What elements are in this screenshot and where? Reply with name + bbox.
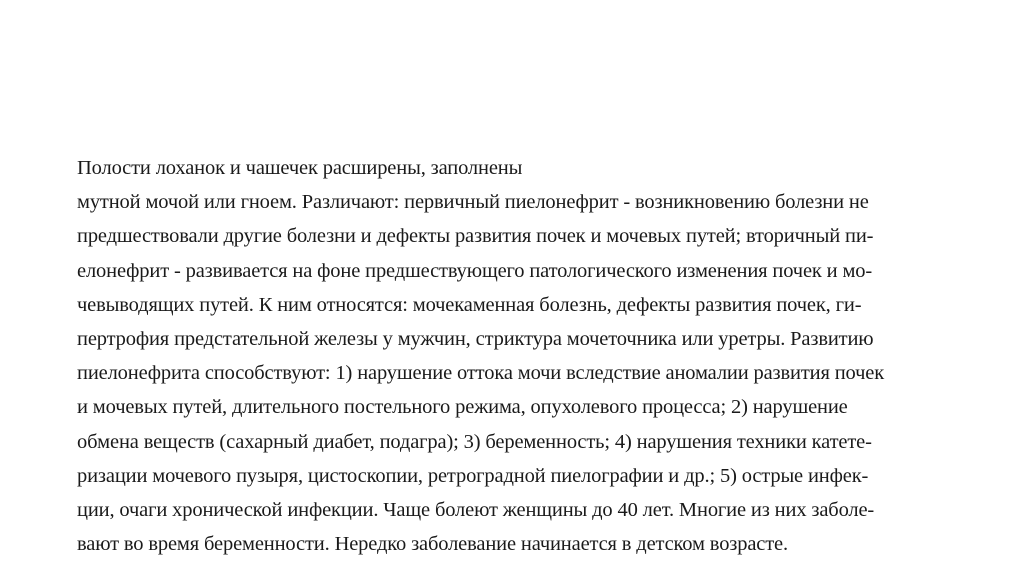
text-line: пертрофия предстательной железы у мужчин, стриктура мочеточника или уретры. Развитию (77, 328, 874, 351)
text-line: Полости лоханок и чашечек расширены, заполнены (77, 157, 523, 179)
text-line: обмена веществ (сахарный диабет, подагра); 3) беременность; 4) нарушения техники катете- (77, 430, 872, 453)
body-text (77, 151, 977, 561)
text-line: и мочевых путей, длительного постельного режима, опухолевого процесса; 2) нарушение (77, 396, 848, 419)
text-line: пиелонефрита способствуют: 1) нарушение оттока мочи вследствие аномалии развития почек (77, 362, 885, 385)
text-line: чевыводящих путей. К ним относятся: мочекаменная болезнь, дефекты развития почек, ги- (77, 293, 862, 316)
text-line: вают во время беременности. Нередко заболевание начинается в детском возрасте. (77, 533, 788, 556)
text-line: ции, очаги хронической инфекции. Чаще болеют женщины до 40 лет. Многие из них заболе- (77, 499, 875, 522)
text-line: мутной мочой или гноем. Различают: первичный пиелонефрит - возникновению болезни не (77, 191, 869, 214)
text-line: ризации мочевого пузыря, цистоскопии, ретроградной пиелографии и др.; 5) острые инфек- (77, 464, 869, 487)
text-line: елонефрит - развивается на фоне предшествующего патологического изменения почек и мо- (77, 259, 873, 282)
text-line: предшествовали другие болезни и дефекты развития почек и мочевых путей; вторичный пи- (77, 225, 874, 248)
